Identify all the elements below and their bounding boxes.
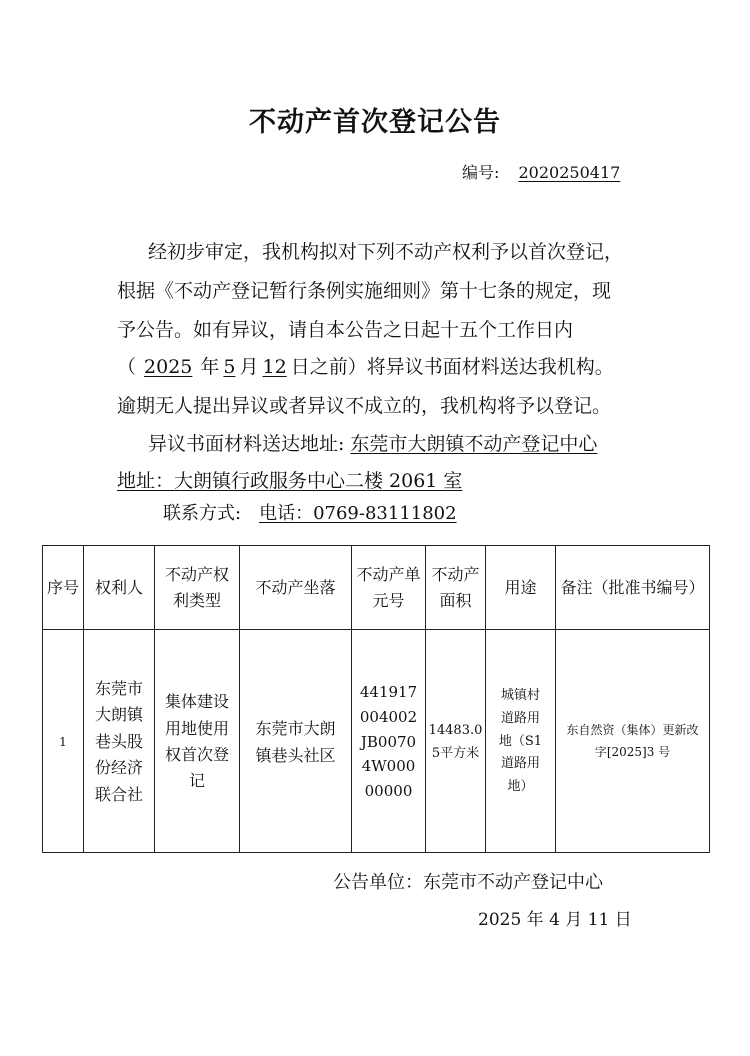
paren-open: （ bbox=[117, 356, 137, 378]
page-title: 不动产首次登记公告 bbox=[249, 107, 501, 138]
header-unit-no: 不动产单元号 bbox=[356, 564, 421, 610]
document-number bbox=[462, 160, 620, 183]
row-area: 14483.05平方米 bbox=[428, 722, 483, 761]
body-line-1: 经初步审定，我机构拟对下列不动产权利予以首次登记， bbox=[148, 241, 624, 263]
header-location: 不动产坐落 bbox=[255, 577, 336, 597]
deadline-month-unit: 月 bbox=[239, 356, 259, 378]
deadline-month: 5 bbox=[223, 356, 236, 378]
document-number-label: 编号: bbox=[462, 163, 500, 182]
issuing-unit: 公告单位：东莞市不动产登记中心 bbox=[333, 872, 603, 893]
row-index: 1 bbox=[59, 735, 67, 749]
body-line-2: 根据《不动产登记暂行条例实施细则》第十七条的规定，现 bbox=[117, 280, 612, 302]
document-number-value: 2020250417 bbox=[518, 163, 621, 182]
row-remark: 东自然资（集体）更新改字[2025]3 号 bbox=[566, 723, 699, 759]
address-line-2: 地址：大朗镇行政服务中心二楼 2061 室 bbox=[117, 470, 463, 492]
contact-label: 联系方式: bbox=[163, 503, 242, 524]
header-owner: 权利人 bbox=[94, 577, 143, 597]
header-index: 序号 bbox=[46, 577, 79, 597]
body-line-5: 逾期无人提出异议或者异议不成立的，我机构将予以登记。 bbox=[117, 395, 612, 417]
address-label: 异议书面材料送达地址: bbox=[148, 433, 345, 455]
property-table bbox=[42, 545, 710, 853]
body-line-4 bbox=[117, 352, 614, 379]
body-line-3: 予公告。如有异议，请自本公告之日起十五个工作日内 bbox=[117, 319, 574, 341]
issue-date: 2025 年 4 月 11 日 bbox=[478, 910, 632, 930]
deadline-tail: 日之前）将异议书面材料送达我机构。 bbox=[290, 356, 614, 378]
contact-value: 电话：0769-83111802 bbox=[259, 503, 457, 524]
deadline-year: 2025 bbox=[144, 356, 193, 378]
row-location: 东莞市大朗镇巷头社区 bbox=[255, 718, 336, 765]
row-unit-no: 441917004002JB00704W00000000 bbox=[359, 683, 418, 801]
header-right-type: 不动产权利类型 bbox=[164, 564, 229, 610]
address-value: 东莞市大朗镇不动产登记中心 bbox=[350, 433, 598, 455]
header-area: 不动产面积 bbox=[431, 564, 480, 610]
row-owner: 东莞市大朗镇巷头股份经济联合社 bbox=[94, 679, 143, 804]
objection-address bbox=[148, 429, 597, 456]
deadline-day: 12 bbox=[262, 356, 287, 378]
deadline-year-unit: 年 bbox=[200, 356, 220, 378]
header-remark: 备注（批准书编号） bbox=[560, 577, 705, 597]
row-usage: 城镇村道路用地（S1道路用地） bbox=[498, 688, 543, 795]
row-right-type: 集体建设用地使用权首次登记 bbox=[165, 692, 230, 791]
header-usage: 用途 bbox=[504, 577, 537, 597]
contact-line bbox=[163, 499, 497, 525]
